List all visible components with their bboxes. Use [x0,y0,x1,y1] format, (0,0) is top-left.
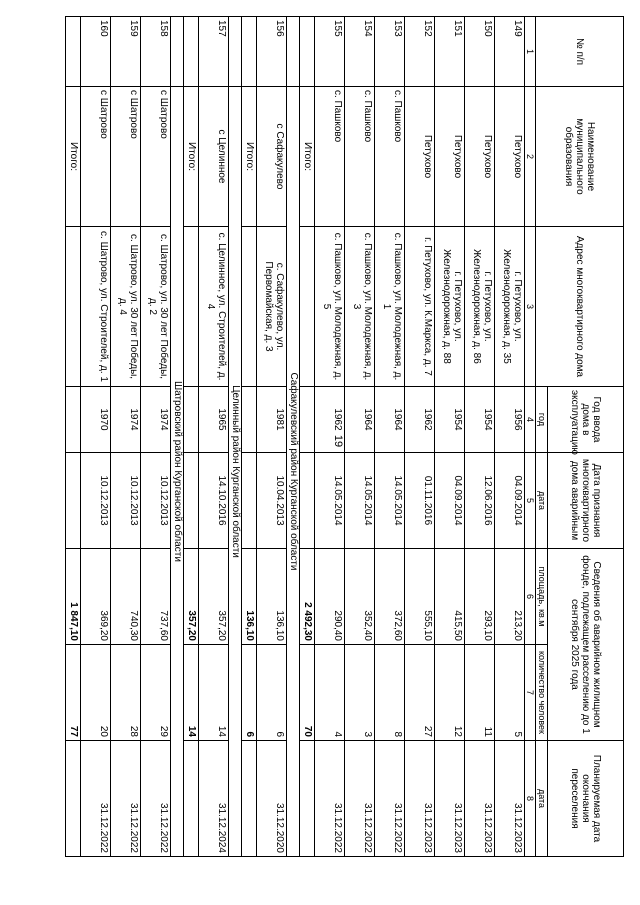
total-area: 2 492,30 [300,549,315,645]
row-municipality: Петухово [495,87,525,227]
row-people: 29 [141,645,171,741]
row-people: 11 [465,645,495,741]
row-date: 04.09.2014 [495,453,525,549]
row-year: 1964 [375,387,405,453]
header-info: Сведения об аварийном жилищном фонде, подлежащем расселению до 1 сентября 2025 года [548,549,624,741]
row-area: 136,10 [257,549,287,645]
region-row [171,17,184,857]
col-index: 3 [525,227,536,387]
row-municipality: с. Пашково [375,87,405,227]
row-municipality: с. Пашково [345,87,375,227]
row-area: 555,10 [405,549,435,645]
row-area: 213,20 [495,549,525,645]
row-date: 01.11.2016 [405,453,435,549]
row-area: 369,20 [81,549,111,645]
header-year: Год ввода дома в эксплуатацию [548,387,624,453]
row-area: 293,10 [465,549,495,645]
row-municipality: с Сафакулево [257,87,287,227]
row-address: г. Петухово, ул. Железнодорожная, д. 88 [435,227,465,387]
subheader-people: количество человек [536,645,548,741]
total-label: Итого: [184,87,199,227]
table-row [257,17,287,857]
region-title: Сафакулевский район Курганской области [287,87,300,857]
row-num: 154 [345,17,375,87]
header-address: Адрес многоквартирного дома [536,227,624,387]
row-num: 157 [199,17,229,87]
row-date: 10.12.2013 [81,453,111,549]
region-title: Целинный район Курганской области [229,87,242,857]
row-municipality: Петухово [435,87,465,227]
row-date: 14.05.2014 [345,453,375,549]
total-row [242,17,257,857]
row-num: 152 [405,17,435,87]
row-num: 151 [435,17,465,87]
row-date: 14.05.2014 [375,453,405,549]
row-area: 290,40 [315,549,345,645]
row-year: 1974 [141,387,171,453]
row-address: г. Петухово, ул. Железнодорожная, д. 35 [495,227,525,387]
total-area: 357,20 [184,549,199,645]
total-row [300,17,315,857]
page-number: 19 [332,434,345,448]
header-planned: Планируемая дата окончания переселения [548,741,624,857]
row-year: 1956 [495,387,525,453]
resettlement-table [65,16,624,857]
row-municipality: Петухово [405,87,435,227]
row-num: 150 [465,17,495,87]
header-recognition: Дата признания многоквартирного дома аварийным [548,453,624,549]
table-row [495,17,525,857]
row-num: 159 [111,17,141,87]
row-num: 158 [141,17,171,87]
row-area: 737,60 [141,549,171,645]
row-plan: 31.12.2020 [257,741,287,857]
table-row [315,17,345,857]
col-index: 7 [525,645,536,741]
row-year: 1981 [257,387,287,453]
total-label: Итого: [300,87,315,227]
row-year: 1964 [345,387,375,453]
row-address: с. Шатрово, ул. 30 лет Победы, д. 2 [141,227,171,387]
total-people: 14 [184,645,199,741]
row-year: 1974 [111,387,141,453]
row-area: 740,30 [111,549,141,645]
row-address: с. Пашково, ул. Молодежная, д. 3 [345,227,375,387]
row-date: 10.04.2013 [257,453,287,549]
table-row [435,17,465,857]
row-people: 4 [315,645,345,741]
total-label: Итого: [242,87,257,227]
row-municipality: с Шатрово [81,87,111,227]
row-num: 156 [257,17,287,87]
col-index: 5 [525,453,536,549]
total-label: Итого: [66,87,81,227]
row-address: с. Пашково, ул. Молодежная, д. 5 [315,227,345,387]
region-row [287,17,300,857]
row-year: 1954 [435,387,465,453]
row-num: 155 [315,17,345,87]
row-num: 153 [375,17,405,87]
row-plan: 31.12.2023 [465,741,495,857]
row-plan: 31.12.2023 [405,741,435,857]
row-address: с. Сафакулево, ул. Первомайская, д. 3 [257,227,287,387]
row-people: 12 [435,645,465,741]
table-row [345,17,375,857]
col-index: 1 [525,17,536,87]
row-year: 1962 [315,387,345,453]
table-row [81,17,111,857]
col-index: 6 [525,549,536,645]
row-municipality: с Шатрово [111,87,141,227]
row-date: 10.12.2013 [111,453,141,549]
row-municipality: Петухово [465,87,495,227]
row-people: 3 [345,645,375,741]
region-title: Шатровский район Курганской области [171,87,184,857]
row-year: 1965 [199,387,229,453]
row-date: 14.10.2016 [199,453,229,549]
row-plan: 31.12.2022 [141,741,171,857]
row-people: 14 [199,645,229,741]
row-plan: 31.12.2022 [375,741,405,857]
row-people: 20 [81,645,111,741]
subheader-area: площадь, кв.м [536,549,548,645]
table-row [465,17,495,857]
row-plan: 31.12.2023 [435,741,465,857]
row-municipality: с Шатрово [141,87,171,227]
subheader-plan-date: дата [536,741,548,857]
table-row [405,17,435,857]
row-people: 6 [257,645,287,741]
row-year: 1970 [81,387,111,453]
row-municipality: с Целинное [199,87,229,227]
row-people: 28 [111,645,141,741]
row-date: 14.05.2014 [315,453,345,549]
total-people: 77 [66,645,81,741]
row-num: 149 [495,17,525,87]
table-row [111,17,141,857]
row-date: 04.09.2014 [435,453,465,549]
row-address: с. Шатрово, ул. Строителей, д. 1 [81,227,111,387]
total-people: 6 [242,645,257,741]
row-area: 352,40 [345,549,375,645]
row-municipality: с. Пашково [315,87,345,227]
header-num: № п/п [536,17,624,87]
row-plan: 31.12.2022 [111,741,141,857]
row-address: с. Пашково, ул. Молодежная, д. 1 [375,227,405,387]
subheader-year: год [536,387,548,453]
row-plan: 31.12.2022 [81,741,111,857]
table-row [199,17,229,857]
row-plan: 31.12.2022 [315,741,345,857]
row-date: 12.06.2016 [465,453,495,549]
total-area: 136,10 [242,549,257,645]
row-people: 27 [405,645,435,741]
row-num: 160 [81,17,111,87]
subheader-date: дата [536,453,548,549]
row-area: 357,20 [199,549,229,645]
row-year: 1962 [405,387,435,453]
row-people: 8 [375,645,405,741]
row-address: г. Петухово, ул. К.Маркса, д. 7 [405,227,435,387]
row-people: 5 [495,645,525,741]
row-address: с. Шатрово, ул. 30 лет Победы, д. 4 [111,227,141,387]
col-index: 2 [525,87,536,227]
region-row [229,17,242,857]
col-index: 4 [525,387,536,453]
table-row [375,17,405,857]
row-date: 10.12.2013 [141,453,171,549]
row-address: с. Целинное, ул. Строителей, д. 4 [199,227,229,387]
header-municipality: Наименование муниципального образования [536,87,624,227]
row-area: 415,50 [435,549,465,645]
total-people: 70 [300,645,315,741]
row-plan: 31.12.2023 [495,741,525,857]
total-row [184,17,199,857]
row-plan: 31.12.2024 [199,741,229,857]
row-plan: 31.12.2022 [345,741,375,857]
total-area: 1 847,10 [66,549,81,645]
row-address: г. Петухово, ул. Железнодорожная, д. 86 [465,227,495,387]
total-row [66,17,81,857]
row-area: 372,60 [375,549,405,645]
row-year: 1954 [465,387,495,453]
table-row [141,17,171,857]
col-index: 8 [525,741,536,857]
